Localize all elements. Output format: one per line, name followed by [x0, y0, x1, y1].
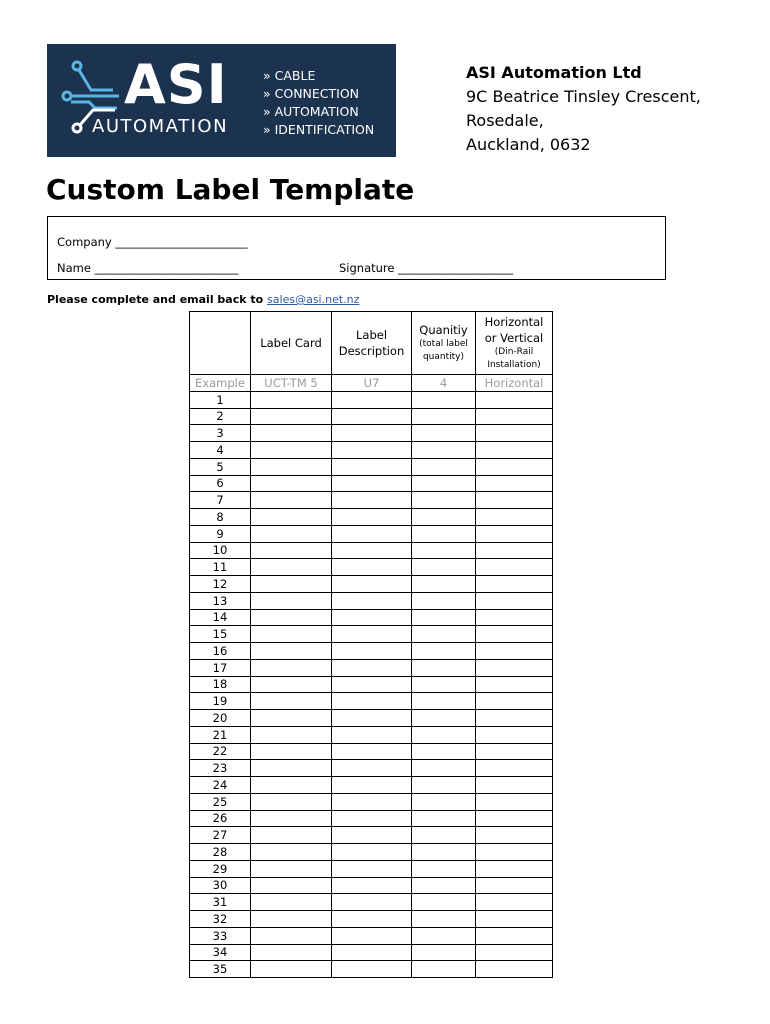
table-row	[190, 676, 553, 693]
table-row	[190, 659, 553, 676]
label-card-cell[interactable]	[251, 391, 332, 408]
table-row	[190, 643, 553, 660]
orientation-cell[interactable]	[476, 592, 553, 609]
quantity-cell[interactable]	[412, 793, 476, 810]
table-row	[190, 592, 553, 609]
label-description-cell[interactable]	[332, 391, 412, 408]
row-number: 20	[190, 710, 251, 727]
label-card-cell[interactable]	[251, 777, 332, 794]
orientation-cell[interactable]	[476, 961, 553, 978]
orientation-cell[interactable]	[476, 525, 553, 542]
label-description-cell[interactable]	[332, 844, 412, 861]
label-description-cell[interactable]	[332, 643, 412, 660]
orientation-cell[interactable]	[476, 609, 553, 626]
logo-tagline: » CONNECTION	[263, 86, 360, 101]
quantity-cell[interactable]	[412, 961, 476, 978]
row-number: 12	[190, 576, 251, 593]
row-number: 28	[190, 844, 251, 861]
row-number: 27	[190, 827, 251, 844]
orientation-cell[interactable]	[476, 827, 553, 844]
label-description-cell[interactable]	[332, 760, 412, 777]
row-number: 25	[190, 793, 251, 810]
quantity-cell[interactable]	[412, 927, 476, 944]
quantity-cell[interactable]	[412, 391, 476, 408]
table-row	[190, 626, 553, 643]
row-number: 5	[190, 458, 251, 475]
label-description-cell[interactable]	[332, 743, 412, 760]
row-number: 7	[190, 492, 251, 509]
label-description-cell[interactable]	[332, 576, 412, 593]
label-card-cell[interactable]	[251, 693, 332, 710]
row-number: 11	[190, 559, 251, 576]
customer-info-box	[47, 216, 666, 280]
address-line: Auckland, 0632	[466, 135, 591, 154]
email-link[interactable]: sales@asi.net.nz	[267, 293, 360, 306]
logo-tagline: » IDENTIFICATION	[263, 122, 375, 137]
label-description-cell[interactable]	[332, 475, 412, 492]
label-description-cell[interactable]	[332, 442, 412, 459]
row-number: 17	[190, 659, 251, 676]
logo-tagline: » CABLE	[263, 68, 316, 83]
table-row	[190, 911, 553, 928]
header-subtext: (total label	[419, 339, 468, 349]
orientation-cell[interactable]	[476, 659, 553, 676]
label-description-cell[interactable]	[332, 676, 412, 693]
label-description-cell[interactable]	[332, 693, 412, 710]
company-field[interactable]: Company _______________________	[57, 235, 248, 249]
logo-subtitle: AUTOMATION	[92, 116, 229, 137]
label-card-cell[interactable]	[251, 810, 332, 827]
row-number: 22	[190, 743, 251, 760]
label-card-cell[interactable]	[251, 894, 332, 911]
quantity-cell[interactable]	[412, 408, 476, 425]
label-description-cell[interactable]	[332, 710, 412, 727]
address-company: ASI Automation Ltd	[466, 63, 642, 82]
table-row	[190, 844, 553, 861]
orientation-cell[interactable]	[476, 793, 553, 810]
quantity-cell[interactable]	[412, 458, 476, 475]
label-description-cell[interactable]	[332, 458, 412, 475]
label-card-cell[interactable]	[251, 609, 332, 626]
table-row	[190, 492, 553, 509]
label-card-cell[interactable]	[251, 458, 332, 475]
label-description-cell[interactable]	[332, 894, 412, 911]
table-row	[190, 810, 553, 827]
example-cell: U7	[332, 375, 412, 392]
example-cell: 4	[412, 375, 476, 392]
orientation-cell[interactable]	[476, 643, 553, 660]
quantity-cell[interactable]	[412, 693, 476, 710]
quantity-cell[interactable]	[412, 559, 476, 576]
row-number: 10	[190, 542, 251, 559]
label-description-cell[interactable]	[332, 542, 412, 559]
label-card-cell[interactable]	[251, 961, 332, 978]
signature-field[interactable]: Signature ____________________	[339, 261, 514, 275]
header-label-description	[332, 312, 412, 375]
orientation-cell[interactable]	[476, 693, 553, 710]
table-header-row	[190, 312, 553, 375]
table-row	[190, 408, 553, 425]
logo-tagline: » AUTOMATION	[263, 104, 359, 119]
table-row	[190, 793, 553, 810]
table-row	[190, 542, 553, 559]
label-description-cell[interactable]	[332, 927, 412, 944]
quantity-cell[interactable]	[412, 726, 476, 743]
quantity-cell[interactable]	[412, 643, 476, 660]
table-row	[190, 576, 553, 593]
orientation-cell[interactable]	[476, 877, 553, 894]
orientation-cell[interactable]	[476, 894, 553, 911]
header-text: Quanitiy	[419, 323, 468, 337]
quantity-cell[interactable]	[412, 810, 476, 827]
label-card-cell[interactable]	[251, 592, 332, 609]
table-row	[190, 777, 553, 794]
table-row	[190, 458, 553, 475]
address-line: 9C Beatrice Tinsley Crescent,	[466, 87, 701, 106]
quantity-cell[interactable]	[412, 442, 476, 459]
instruction-text	[47, 293, 359, 306]
table-row	[190, 391, 553, 408]
orientation-cell[interactable]	[476, 676, 553, 693]
orientation-cell[interactable]	[476, 442, 553, 459]
quantity-cell[interactable]	[412, 509, 476, 526]
label-card-cell[interactable]	[251, 643, 332, 660]
quantity-cell[interactable]	[412, 844, 476, 861]
quantity-cell[interactable]	[412, 475, 476, 492]
label-description-cell[interactable]	[332, 961, 412, 978]
row-number: 16	[190, 643, 251, 660]
row-number: 15	[190, 626, 251, 643]
label-description-cell[interactable]	[332, 609, 412, 626]
quantity-cell[interactable]	[412, 860, 476, 877]
orientation-cell[interactable]	[476, 509, 553, 526]
row-number: 23	[190, 760, 251, 777]
table-row	[190, 442, 553, 459]
label-card-cell[interactable]	[251, 525, 332, 542]
row-number: 19	[190, 693, 251, 710]
table-row	[190, 961, 553, 978]
orientation-cell[interactable]	[476, 777, 553, 794]
table-row	[190, 559, 553, 576]
label-card-cell[interactable]	[251, 844, 332, 861]
quantity-cell[interactable]	[412, 710, 476, 727]
header-number	[190, 312, 251, 375]
label-description-cell[interactable]	[332, 860, 412, 877]
quantity-cell[interactable]	[412, 626, 476, 643]
orientation-cell[interactable]	[476, 626, 553, 643]
row-number: 9	[190, 525, 251, 542]
row-number: 6	[190, 475, 251, 492]
label-table	[189, 311, 553, 978]
label-card-cell[interactable]	[251, 475, 332, 492]
example-row	[190, 375, 553, 392]
table-row	[190, 693, 553, 710]
label-description-cell[interactable]	[332, 777, 412, 794]
label-card-cell[interactable]	[251, 793, 332, 810]
logo-wordmark: ASI	[124, 53, 228, 116]
label-description-cell[interactable]	[332, 877, 412, 894]
quantity-cell[interactable]	[412, 944, 476, 961]
orientation-cell[interactable]	[476, 760, 553, 777]
label-description-cell[interactable]	[332, 626, 412, 643]
quantity-cell[interactable]	[412, 877, 476, 894]
quantity-cell[interactable]	[412, 827, 476, 844]
table-row	[190, 710, 553, 727]
table-row	[190, 877, 553, 894]
label-card-cell[interactable]	[251, 576, 332, 593]
quantity-cell[interactable]	[412, 525, 476, 542]
label-description-cell[interactable]	[332, 408, 412, 425]
table-row	[190, 475, 553, 492]
orientation-cell[interactable]	[476, 911, 553, 928]
quantity-cell[interactable]	[412, 911, 476, 928]
orientation-cell[interactable]	[476, 726, 553, 743]
header-subtext: (Din-Rail	[494, 347, 534, 357]
table-row	[190, 425, 553, 442]
instruction-label: Please complete and email back to	[47, 293, 264, 306]
page-title: Custom Label Template	[46, 173, 415, 206]
label-card-cell[interactable]	[251, 676, 332, 693]
label-description-cell[interactable]	[332, 525, 412, 542]
row-number: 2	[190, 408, 251, 425]
quantity-cell[interactable]	[412, 542, 476, 559]
orientation-cell[interactable]	[476, 391, 553, 408]
label-card-cell[interactable]	[251, 659, 332, 676]
table-row	[190, 944, 553, 961]
label-description-cell[interactable]	[332, 944, 412, 961]
row-number: 26	[190, 810, 251, 827]
orientation-cell[interactable]	[476, 475, 553, 492]
row-number: 3	[190, 425, 251, 442]
label-card-cell[interactable]	[251, 743, 332, 760]
row-number: 29	[190, 860, 251, 877]
label-card-cell[interactable]	[251, 408, 332, 425]
row-number: 4	[190, 442, 251, 459]
table-row	[190, 927, 553, 944]
quantity-cell[interactable]	[412, 894, 476, 911]
label-card-cell[interactable]	[251, 911, 332, 928]
table-row	[190, 894, 553, 911]
orientation-cell[interactable]	[476, 559, 553, 576]
quantity-cell[interactable]	[412, 492, 476, 509]
label-description-cell[interactable]	[332, 827, 412, 844]
row-number: 31	[190, 894, 251, 911]
quantity-cell[interactable]	[412, 676, 476, 693]
row-number: 8	[190, 509, 251, 526]
orientation-cell[interactable]	[476, 542, 553, 559]
example-cell: Horizontal	[476, 375, 553, 392]
quantity-cell[interactable]	[412, 592, 476, 609]
header-quantity	[412, 312, 476, 375]
orientation-cell[interactable]	[476, 576, 553, 593]
label-description-cell[interactable]	[332, 592, 412, 609]
row-number: 1	[190, 391, 251, 408]
header-subtext: quantity)	[422, 352, 465, 362]
row-number: 21	[190, 726, 251, 743]
header-orientation	[476, 312, 553, 375]
label-card-cell[interactable]	[251, 710, 332, 727]
header-text: Label	[355, 328, 388, 342]
logo-taglines	[263, 67, 374, 139]
label-description-cell[interactable]	[332, 911, 412, 928]
address-line: Rosedale,	[466, 111, 544, 130]
label-description-cell[interactable]	[332, 793, 412, 810]
label-card-cell[interactable]	[251, 726, 332, 743]
quantity-cell[interactable]	[412, 576, 476, 593]
orientation-cell[interactable]	[476, 425, 553, 442]
label-card-cell[interactable]	[251, 492, 332, 509]
quantity-cell[interactable]	[412, 760, 476, 777]
label-card-cell[interactable]	[251, 944, 332, 961]
example-cell: Example	[190, 375, 251, 392]
row-number: 13	[190, 592, 251, 609]
table-row	[190, 743, 553, 760]
header-text: Horizontal	[484, 315, 544, 329]
label-description-cell[interactable]	[332, 509, 412, 526]
label-card-cell[interactable]	[251, 860, 332, 877]
label-card-cell[interactable]	[251, 442, 332, 459]
table-row	[190, 509, 553, 526]
label-description-cell[interactable]	[332, 726, 412, 743]
label-card-cell[interactable]	[251, 559, 332, 576]
table-row	[190, 525, 553, 542]
label-card-cell[interactable]	[251, 927, 332, 944]
orientation-cell[interactable]	[476, 944, 553, 961]
label-description-cell[interactable]	[332, 559, 412, 576]
label-card-cell[interactable]	[251, 760, 332, 777]
label-card-cell[interactable]	[251, 877, 332, 894]
label-card-cell[interactable]	[251, 425, 332, 442]
label-card-cell[interactable]	[251, 542, 332, 559]
quantity-cell[interactable]	[412, 609, 476, 626]
quantity-cell[interactable]	[412, 777, 476, 794]
row-number: 18	[190, 676, 251, 693]
label-card-cell[interactable]	[251, 827, 332, 844]
row-number: 35	[190, 961, 251, 978]
label-card-cell[interactable]	[251, 626, 332, 643]
name-field[interactable]: Name _________________________	[57, 261, 239, 275]
label-card-cell[interactable]	[251, 509, 332, 526]
row-number: 34	[190, 944, 251, 961]
example-cell: UCT-TM 5	[251, 375, 332, 392]
label-description-cell[interactable]	[332, 492, 412, 509]
quantity-cell[interactable]	[412, 659, 476, 676]
row-number: 32	[190, 911, 251, 928]
table-row	[190, 726, 553, 743]
row-number: 30	[190, 877, 251, 894]
orientation-cell[interactable]	[476, 810, 553, 827]
asi-logo	[47, 44, 396, 157]
label-description-cell[interactable]	[332, 659, 412, 676]
orientation-cell[interactable]	[476, 844, 553, 861]
header-label-card: Label Card	[251, 312, 332, 375]
row-number: 33	[190, 927, 251, 944]
header-subtext: Installation)	[487, 360, 541, 370]
orientation-cell[interactable]	[476, 860, 553, 877]
table-row	[190, 760, 553, 777]
quantity-cell[interactable]	[412, 743, 476, 760]
orientation-cell[interactable]	[476, 710, 553, 727]
header-text: Description	[338, 344, 405, 358]
orientation-cell[interactable]	[476, 458, 553, 475]
orientation-cell[interactable]	[476, 743, 553, 760]
orientation-cell[interactable]	[476, 492, 553, 509]
company-address	[466, 61, 701, 157]
table-row	[190, 860, 553, 877]
label-description-cell[interactable]	[332, 810, 412, 827]
header-text: or Vertical	[484, 331, 544, 345]
orientation-cell[interactable]	[476, 408, 553, 425]
table-row	[190, 609, 553, 626]
row-number: 14	[190, 609, 251, 626]
label-description-cell[interactable]	[332, 425, 412, 442]
row-number: 24	[190, 777, 251, 794]
quantity-cell[interactable]	[412, 425, 476, 442]
table-row	[190, 827, 553, 844]
orientation-cell[interactable]	[476, 927, 553, 944]
